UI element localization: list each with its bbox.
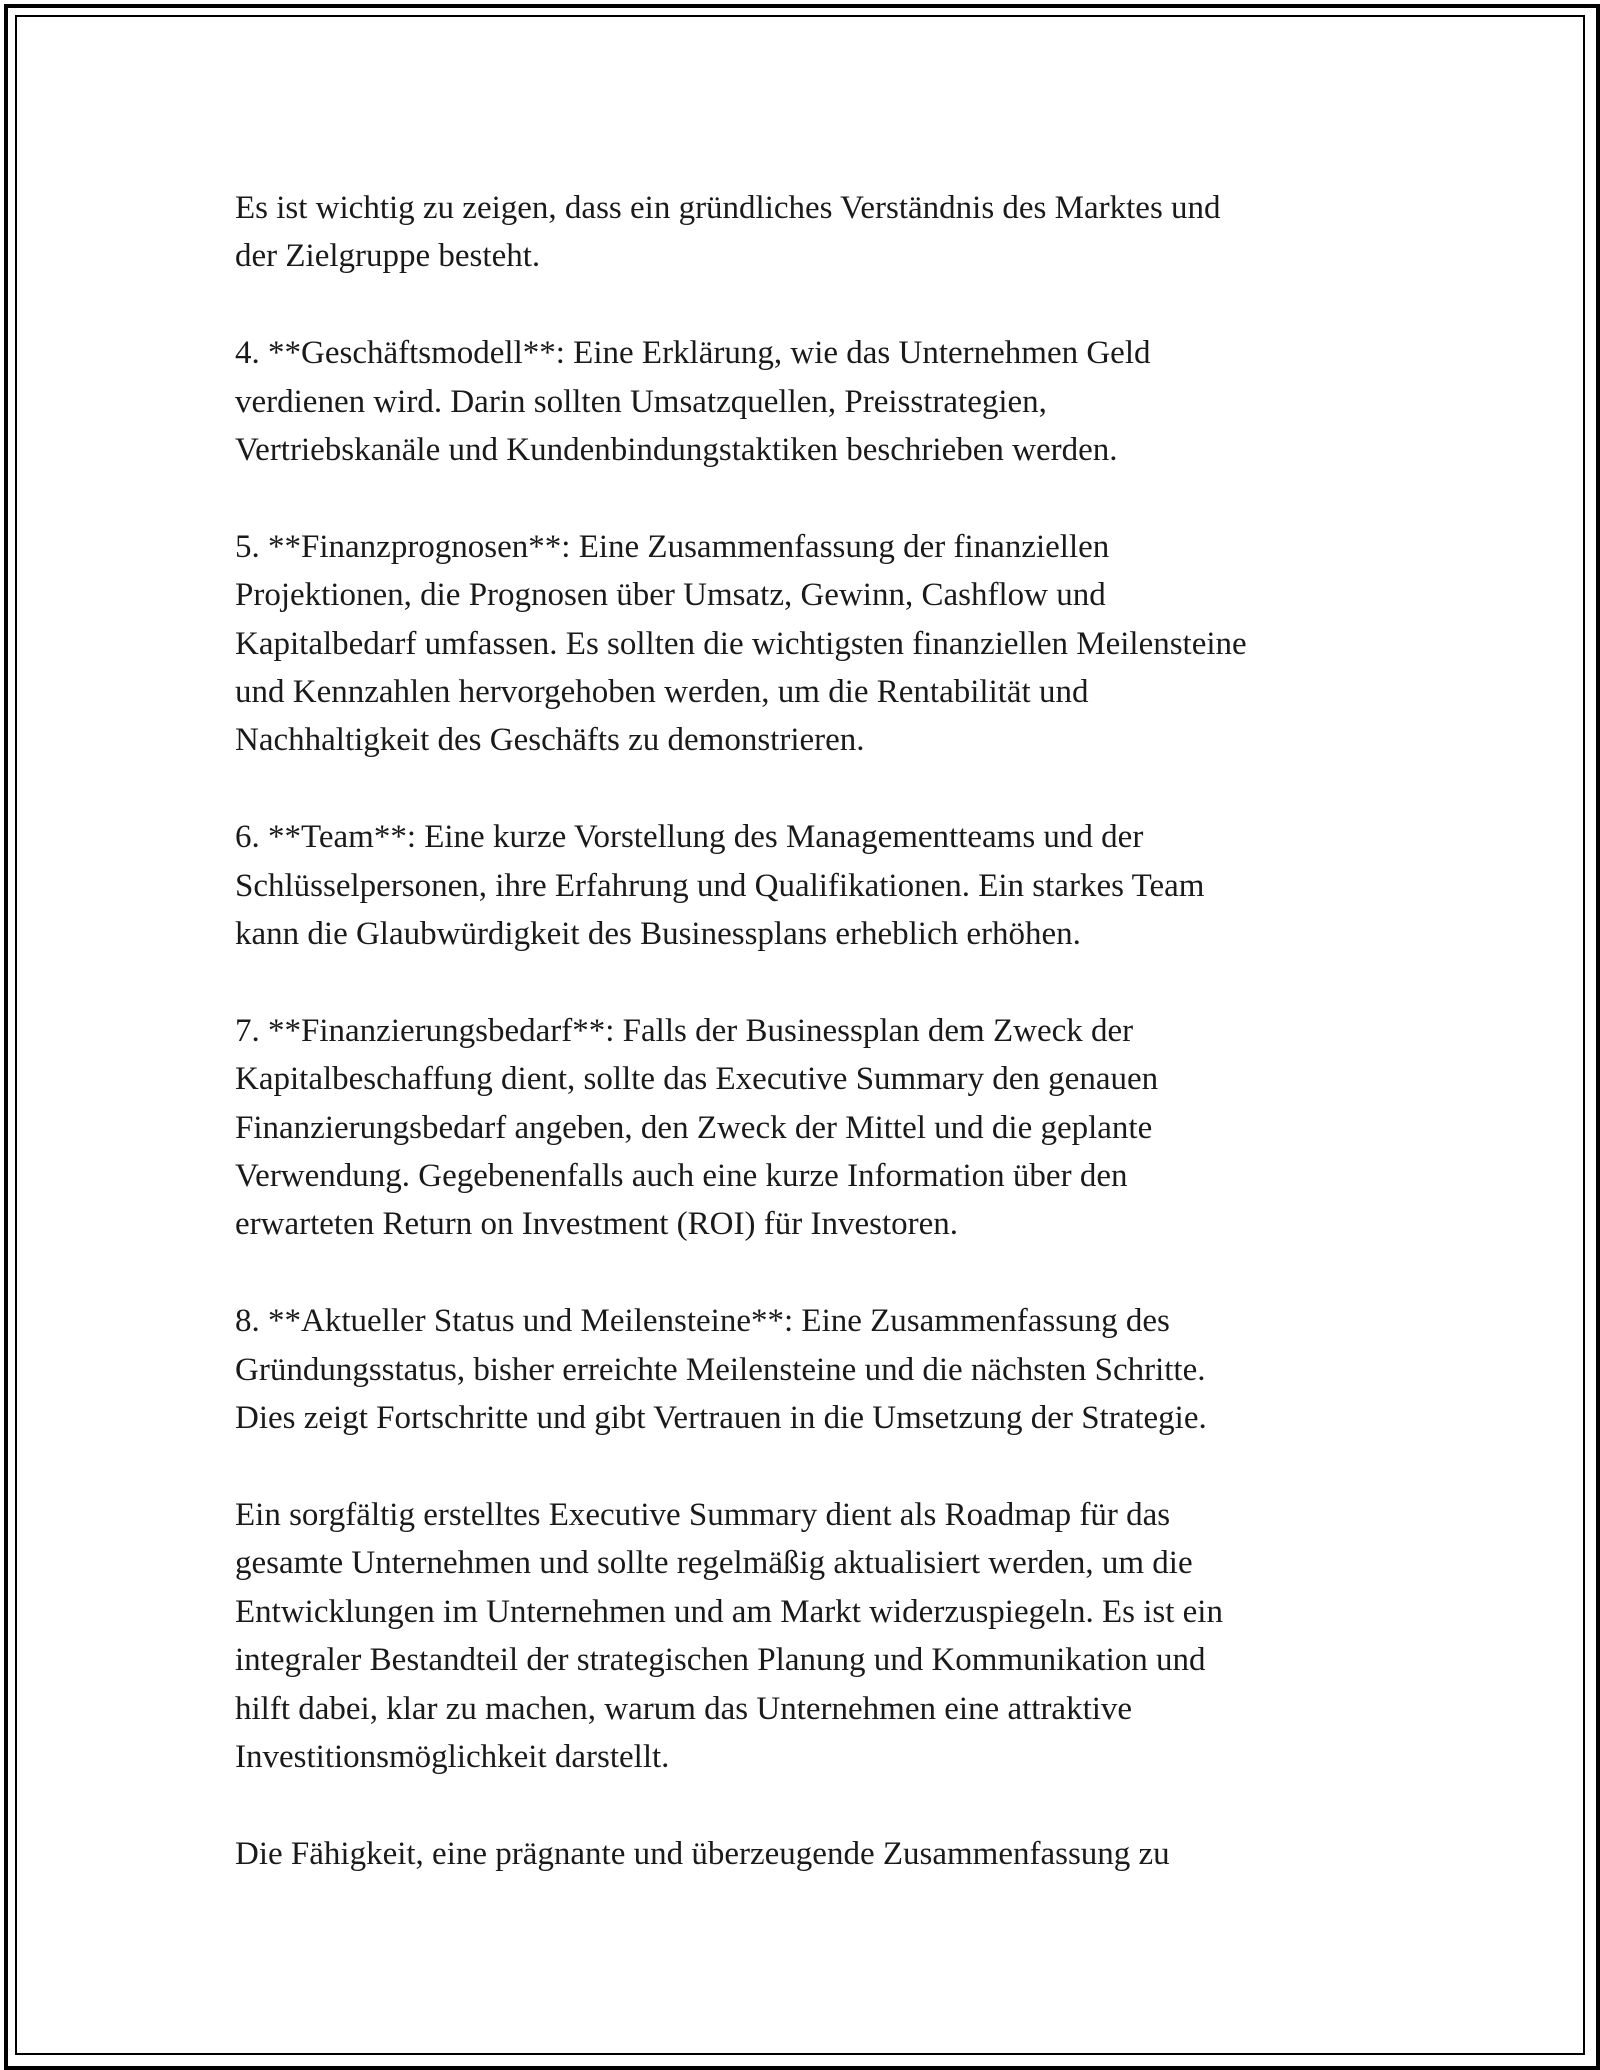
text-line: Es ist wichtig zu zeigen, dass ein gründliches Verständnis des Marktes und [235, 190, 1221, 226]
paragraph-roadmap-summary [235, 1491, 1395, 1781]
text-line: verdienen wird. Darin sollten Umsatzquellen, Preisstrategien, [235, 383, 1047, 420]
text-line: hilft dabei, klar zu machen, warum das Unternehmen eine attraktive [235, 1690, 1133, 1727]
text-line: Vertriebskanäle und Kundenbindungstaktiken beschrieben werden. [235, 432, 1118, 469]
text-line: 4. **Geschäftsmodell**: Eine Erklärung, wie das Unternehmen Geld [235, 335, 1151, 372]
text-line: 7. **Finanzierungsbedarf**: Falls der Businessplan dem Zweck der [235, 1012, 1134, 1049]
text-line: Projektionen, die Prognosen über Umsatz, Gewinn, Cashflow und [235, 577, 1106, 614]
text-line: Verwendung. Gegebenenfalls auch eine kurze Information über den [235, 1158, 1128, 1195]
text-line: Finanzierungsbedarf angeben, den Zweck der Mittel und die geplante [235, 1109, 1153, 1146]
text-line: Ein sorgfältig erstelltes Executive Summary dient als Roadmap für das [235, 1496, 1171, 1533]
text-line: Schlüsselpersonen, ihre Erfahrung und Qualifikationen. Ein starkes Team [235, 867, 1205, 904]
document-body [235, 184, 1395, 1927]
text-line: der Zielgruppe besteht. [235, 238, 541, 275]
text-line: Kapitalbedarf umfassen. Es sollten die wichtigsten finanziellen Meilensteine [235, 625, 1247, 662]
paragraph-business-model [235, 329, 1395, 474]
text-line: gesamte Unternehmen und sollte regelmäßig aktualisiert werden, um die [235, 1545, 1193, 1582]
text-line: erwarteten Return on Investment (ROI) für Investoren. [235, 1206, 959, 1243]
paragraph-market-understanding [235, 184, 1395, 281]
text-line: integraler Bestandteil der strategischen Planung und Kommunikation und [235, 1642, 1206, 1679]
paragraph-team [235, 813, 1395, 958]
text-line: Die Fähigkeit, eine prägnante und überzeugende Zusammenfassung zu [235, 1835, 1170, 1872]
text-line: Gründungsstatus, bisher erreichte Meilensteine und die nächsten Schritte. [235, 1351, 1206, 1388]
paragraph-financing-needs [235, 1007, 1395, 1249]
text-line: Kapitalbeschaffung dient, sollte das Executive Summary den genauen [235, 1061, 1159, 1098]
text-line: Entwicklungen im Unternehmen und am Markt widerzuspiegeln. Es ist ein [235, 1593, 1223, 1630]
paragraph-financial-forecasts [235, 523, 1395, 765]
text-line: Nachhaltigkeit des Geschäfts zu demonstrieren. [235, 722, 865, 759]
text-line: 5. **Finanzprognosen**: Eine Zusammenfassung der finanziellen [235, 528, 1110, 565]
text-line: 8. **Aktueller Status und Meilensteine**: Eine Zusammenfassung des [235, 1303, 1170, 1340]
text-line: Dies zeigt Fortschritte und gibt Vertrauen in die Umsetzung der Strategie. [235, 1400, 1207, 1437]
text-line: und Kennzahlen hervorgehoben werden, um die Rentabilität und [235, 674, 1089, 711]
text-line: Investitionsmöglichkeit darstellt. [235, 1738, 670, 1775]
paragraph-closing [235, 1830, 1395, 1878]
text-line: kann die Glaubwürdigkeit des Businessplans erheblich erhöhen. [235, 916, 1081, 953]
paragraph-current-status [235, 1297, 1395, 1442]
text-line: 6. **Team**: Eine kurze Vorstellung des Managementteams und der [235, 819, 1144, 856]
